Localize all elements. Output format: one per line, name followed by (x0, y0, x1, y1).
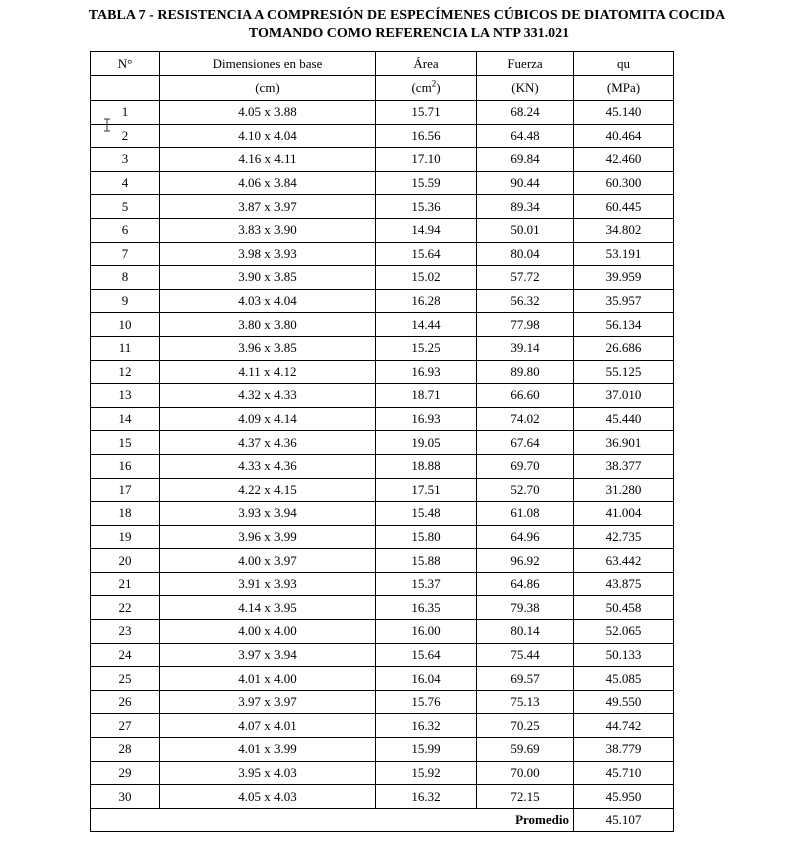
table-row (91, 596, 674, 620)
cell-n: 2 (91, 124, 160, 148)
table-row (91, 738, 674, 762)
cell-dimensions: 4.14 x 3.95 (160, 596, 376, 620)
cell-fuerza: 59.69 (477, 738, 574, 762)
table-row (91, 643, 674, 667)
cell-qu: 41.004 (574, 502, 674, 526)
cell-fuerza: 69.57 (477, 667, 574, 691)
cell-n: 3 (91, 148, 160, 172)
cell-qu: 60.300 (574, 171, 674, 195)
cell-qu: 60.445 (574, 195, 674, 219)
cell-area: 15.36 (376, 195, 477, 219)
cell-qu: 38.779 (574, 738, 674, 762)
cell-n: 11 (91, 336, 160, 360)
cell-area: 16.32 (376, 785, 477, 809)
header-fuerza: Fuerza (477, 52, 574, 76)
cell-dimensions: 4.07 x 4.01 (160, 714, 376, 738)
cell-qu: 49.550 (574, 690, 674, 714)
cell-dimensions: 3.95 x 4.03 (160, 761, 376, 785)
table-row (91, 502, 674, 526)
cell-area: 16.28 (376, 289, 477, 313)
table-row (91, 454, 674, 478)
cell-fuerza: 80.14 (477, 620, 574, 644)
units-fuerza: (KN) (477, 76, 574, 101)
units-area (376, 76, 477, 101)
cell-qu: 40.464 (574, 124, 674, 148)
cell-n: 28 (91, 738, 160, 762)
cell-qu: 56.134 (574, 313, 674, 337)
cell-n: 16 (91, 454, 160, 478)
cell-n: 17 (91, 478, 160, 502)
cell-dimensions: 4.37 x 4.36 (160, 431, 376, 455)
cell-n: 21 (91, 572, 160, 596)
units-row (91, 76, 674, 101)
table-row (91, 195, 674, 219)
cell-n: 8 (91, 266, 160, 290)
cell-dimensions: 4.22 x 4.15 (160, 478, 376, 502)
cell-qu: 55.125 (574, 360, 674, 384)
cell-n: 14 (91, 407, 160, 431)
cell-area: 15.99 (376, 738, 477, 762)
cell-qu: 50.133 (574, 643, 674, 667)
units-area-prefix: (cm (411, 80, 432, 95)
cell-fuerza: 52.70 (477, 478, 574, 502)
table-row (91, 620, 674, 644)
cell-dimensions: 4.05 x 4.03 (160, 785, 376, 809)
cell-n: 1 (91, 101, 160, 125)
cell-qu: 45.085 (574, 667, 674, 691)
table-row (91, 148, 674, 172)
cell-dimensions: 4.01 x 4.00 (160, 667, 376, 691)
cell-area: 16.56 (376, 124, 477, 148)
cell-area: 16.93 (376, 360, 477, 384)
cell-n: 15 (91, 431, 160, 455)
cell-n: 20 (91, 549, 160, 573)
table-row (91, 478, 674, 502)
table-row (91, 360, 674, 384)
table-row (91, 431, 674, 455)
cell-dimensions: 3.83 x 3.90 (160, 218, 376, 242)
cell-fuerza: 72.15 (477, 785, 574, 809)
cell-dimensions: 3.97 x 3.97 (160, 690, 376, 714)
cell-dimensions: 3.96 x 3.85 (160, 336, 376, 360)
cell-qu: 34.802 (574, 218, 674, 242)
cell-dimensions: 3.87 x 3.97 (160, 195, 376, 219)
cell-area: 15.48 (376, 502, 477, 526)
cell-fuerza: 64.48 (477, 124, 574, 148)
cell-n: 29 (91, 761, 160, 785)
table-row (91, 572, 674, 596)
cell-area: 17.10 (376, 148, 477, 172)
table-title (0, 7, 810, 43)
average-row (91, 808, 674, 832)
cell-fuerza: 79.38 (477, 596, 574, 620)
cell-n: 19 (91, 525, 160, 549)
cell-dimensions: 3.80 x 3.80 (160, 313, 376, 337)
cell-fuerza: 90.44 (477, 171, 574, 195)
table-row (91, 336, 674, 360)
cell-fuerza: 66.60 (477, 384, 574, 408)
table-row (91, 266, 674, 290)
header-n: N° (91, 52, 160, 76)
cell-n: 12 (91, 360, 160, 384)
cell-qu: 52.065 (574, 620, 674, 644)
cell-dimensions: 4.00 x 3.97 (160, 549, 376, 573)
cell-qu: 63.442 (574, 549, 674, 573)
cell-dimensions: 4.16 x 4.11 (160, 148, 376, 172)
cell-n: 6 (91, 218, 160, 242)
cell-area: 14.44 (376, 313, 477, 337)
table-row (91, 289, 674, 313)
table-row (91, 242, 674, 266)
cell-dimensions: 4.32 x 4.33 (160, 384, 376, 408)
cell-dimensions: 4.11 x 4.12 (160, 360, 376, 384)
cell-fuerza: 56.32 (477, 289, 574, 313)
cell-qu: 38.377 (574, 454, 674, 478)
cell-dimensions: 3.91 x 3.93 (160, 572, 376, 596)
header-dimensions: Dimensiones en base (160, 52, 376, 76)
cell-qu: 45.710 (574, 761, 674, 785)
cell-n: 30 (91, 785, 160, 809)
cell-area: 15.64 (376, 242, 477, 266)
cell-area: 14.94 (376, 218, 477, 242)
cell-n: 22 (91, 596, 160, 620)
cell-fuerza: 64.86 (477, 572, 574, 596)
cell-n: 9 (91, 289, 160, 313)
cell-qu: 53.191 (574, 242, 674, 266)
table-row (91, 525, 674, 549)
cell-n: 25 (91, 667, 160, 691)
cell-fuerza: 77.98 (477, 313, 574, 337)
cell-n: 13 (91, 384, 160, 408)
cell-qu: 37.010 (574, 384, 674, 408)
cell-dimensions: 3.96 x 3.99 (160, 525, 376, 549)
cell-fuerza: 80.04 (477, 242, 574, 266)
cell-area: 19.05 (376, 431, 477, 455)
cell-fuerza: 69.84 (477, 148, 574, 172)
table-row (91, 690, 674, 714)
cell-area: 15.80 (376, 525, 477, 549)
cell-dimensions: 4.01 x 3.99 (160, 738, 376, 762)
cell-fuerza: 74.02 (477, 407, 574, 431)
cell-area: 18.88 (376, 454, 477, 478)
compression-results-table (90, 51, 674, 832)
cell-fuerza: 57.72 (477, 266, 574, 290)
units-dimensions: (cm) (160, 76, 376, 101)
average-value: 45.107 (574, 808, 674, 832)
table-row (91, 407, 674, 431)
table-row (91, 785, 674, 809)
cell-dimensions: 4.09 x 4.14 (160, 407, 376, 431)
cell-dimensions: 4.33 x 4.36 (160, 454, 376, 478)
cell-fuerza: 89.80 (477, 360, 574, 384)
cell-n: 7 (91, 242, 160, 266)
cell-fuerza: 96.92 (477, 549, 574, 573)
table-row (91, 384, 674, 408)
table-row (91, 171, 674, 195)
cell-fuerza: 69.70 (477, 454, 574, 478)
cell-area: 16.00 (376, 620, 477, 644)
cell-dimensions: 4.06 x 3.84 (160, 171, 376, 195)
table-row (91, 313, 674, 337)
cell-qu: 45.140 (574, 101, 674, 125)
cell-fuerza: 70.00 (477, 761, 574, 785)
cell-qu: 43.875 (574, 572, 674, 596)
units-area-superscript: 2 (431, 78, 437, 89)
cell-area: 16.93 (376, 407, 477, 431)
cell-n: 4 (91, 171, 160, 195)
cell-n: 18 (91, 502, 160, 526)
header-row (91, 52, 674, 76)
average-blank-cell (91, 808, 477, 832)
table-title-line-1: TABLA 7 - RESISTENCIA A COMPRESIÓN DE ESPECÍMENES CÚBICOS DE DIATOMITA COCIDA (88, 8, 726, 23)
cell-area: 15.88 (376, 549, 477, 573)
cell-dimensions: 4.05 x 3.88 (160, 101, 376, 125)
header-area: Área (376, 52, 477, 76)
cell-qu: 44.742 (574, 714, 674, 738)
cell-n: 26 (91, 690, 160, 714)
cell-n: 23 (91, 620, 160, 644)
cell-fuerza: 50.01 (477, 218, 574, 242)
cell-qu: 45.440 (574, 407, 674, 431)
average-label: Promedio (477, 808, 574, 832)
cell-qu: 50.458 (574, 596, 674, 620)
table-title-line-2: TOMANDO COMO REFERENCIA LA NTP 331.021 (248, 26, 570, 41)
units-qu: (MPa) (574, 76, 674, 101)
table-row (91, 218, 674, 242)
cell-dimensions: 4.10 x 4.04 (160, 124, 376, 148)
table-row (91, 101, 674, 125)
cell-qu: 45.950 (574, 785, 674, 809)
cell-dimensions: 3.98 x 3.93 (160, 242, 376, 266)
table-row (91, 667, 674, 691)
cell-dimensions: 3.90 x 3.85 (160, 266, 376, 290)
cell-qu: 39.959 (574, 266, 674, 290)
cell-fuerza: 70.25 (477, 714, 574, 738)
cell-dimensions: 4.03 x 4.04 (160, 289, 376, 313)
cell-area: 16.35 (376, 596, 477, 620)
cell-fuerza: 39.14 (477, 336, 574, 360)
cell-fuerza: 75.13 (477, 690, 574, 714)
cell-fuerza: 75.44 (477, 643, 574, 667)
table-row (91, 549, 674, 573)
cell-qu: 26.686 (574, 336, 674, 360)
table-row (91, 761, 674, 785)
cell-area: 15.64 (376, 643, 477, 667)
cell-dimensions: 3.93 x 3.94 (160, 502, 376, 526)
table-row (91, 124, 674, 148)
cell-dimensions: 4.00 x 4.00 (160, 620, 376, 644)
cell-area: 15.76 (376, 690, 477, 714)
cell-area: 16.32 (376, 714, 477, 738)
header-qu: qu (574, 52, 674, 76)
cell-area: 15.59 (376, 171, 477, 195)
cell-qu: 35.957 (574, 289, 674, 313)
cell-qu: 42.735 (574, 525, 674, 549)
cell-n: 27 (91, 714, 160, 738)
cell-qu: 42.460 (574, 148, 674, 172)
cell-area: 15.37 (376, 572, 477, 596)
text-cursor-icon (103, 118, 111, 132)
cell-area: 15.92 (376, 761, 477, 785)
units-n (91, 76, 160, 101)
cell-dimensions: 3.97 x 3.94 (160, 643, 376, 667)
cell-area: 15.25 (376, 336, 477, 360)
cell-area: 15.71 (376, 101, 477, 125)
cell-qu: 36.901 (574, 431, 674, 455)
cell-qu: 31.280 (574, 478, 674, 502)
cell-area: 17.51 (376, 478, 477, 502)
cell-fuerza: 64.96 (477, 525, 574, 549)
cell-n: 10 (91, 313, 160, 337)
cell-area: 16.04 (376, 667, 477, 691)
cell-fuerza: 61.08 (477, 502, 574, 526)
cell-n: 24 (91, 643, 160, 667)
units-area-suffix: ) (436, 80, 441, 95)
cell-area: 18.71 (376, 384, 477, 408)
cell-fuerza: 67.64 (477, 431, 574, 455)
cell-fuerza: 68.24 (477, 101, 574, 125)
table-row (91, 714, 674, 738)
cell-n: 5 (91, 195, 160, 219)
cell-fuerza: 89.34 (477, 195, 574, 219)
cell-area: 15.02 (376, 266, 477, 290)
